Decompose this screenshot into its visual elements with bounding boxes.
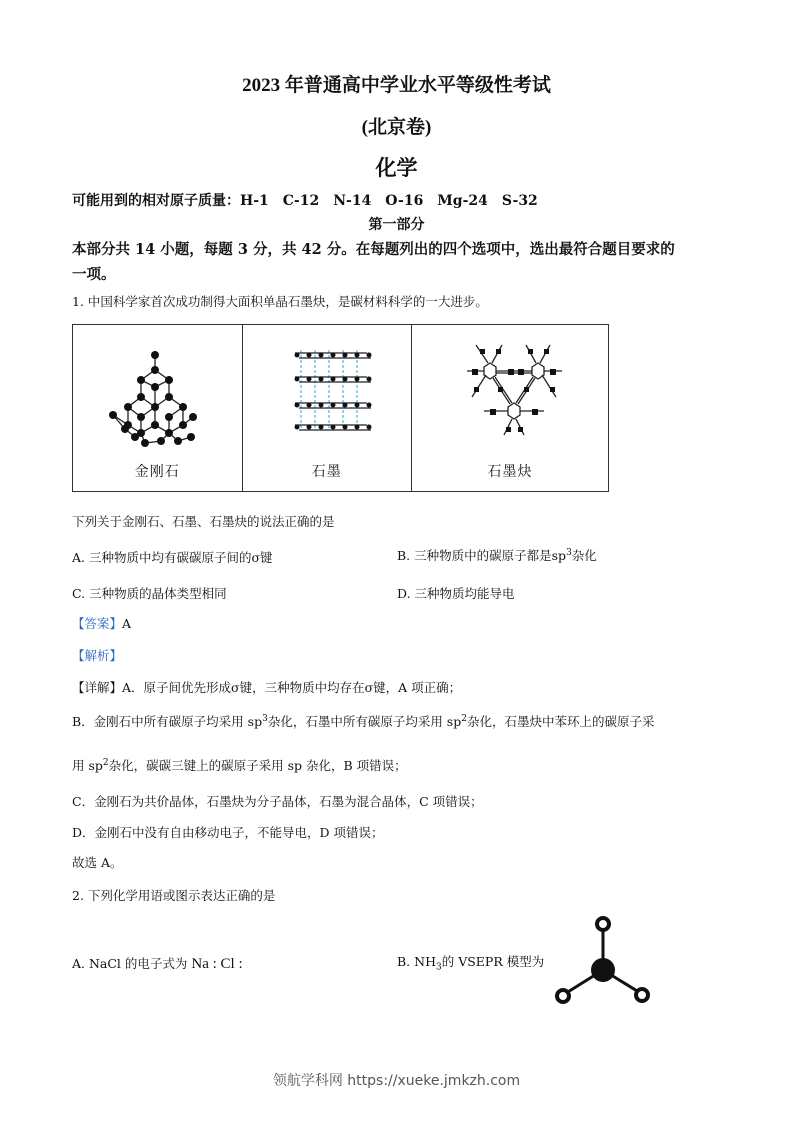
q1-detail-d: D．金刚石中没有自由移动电子，不能导电，D 项错误； <box>72 825 384 840</box>
detail-a-text: A．原子间优先形成σ键，三种物质中均存在σ键，A 项正确； <box>122 680 462 695</box>
part-title: 第一部分 <box>368 217 425 233</box>
graphyne-panel <box>412 325 608 491</box>
graphyne-caption: 石墨炔 <box>487 464 533 480</box>
q2-stem: 2. 下列化学用语或图示表达正确的是 <box>72 888 276 903</box>
q1-detail-b-line2 <box>72 756 407 774</box>
q1-detail-c: C．金刚石为共价晶体，石墨炔为分子晶体，石墨为混合晶体，C 项错误； <box>72 794 483 809</box>
q1-conclusion: 故选 A。 <box>72 855 123 870</box>
q1-option-a: A. 三种物质中均有碳碳原子间的σ键 <box>72 550 273 565</box>
footer-watermark: 领航学科网 https://xueke.jmkzh.com <box>272 1073 521 1089</box>
q2-option-b <box>397 952 544 973</box>
graphite-caption: 石墨 <box>311 464 342 480</box>
detail-b1-part3: 杂化，石墨炔中苯环上的碳原子采 <box>466 714 655 729</box>
detail-b1-part1: B．金刚石中所有碳原子均采用 sp <box>72 714 263 729</box>
exam-subtitle: (北京卷) <box>361 117 432 138</box>
q2-option-a-text: A. NaCl 的电子式为 <box>72 956 188 971</box>
subject-title: 化学 <box>375 156 418 180</box>
detail-b2-part1: 用 sp <box>72 758 103 773</box>
graphyne-structure-image <box>412 325 608 445</box>
q2-option-b-end: 的 VSEPR 模型为 <box>441 954 545 969</box>
detail-b2-part2: 杂化，碳碳三键上的碳原子采用 sp 杂化，B 项错误； <box>108 758 407 773</box>
vsepr-model-image <box>548 910 658 1010</box>
detail-b1-sup1: 3 <box>262 713 268 724</box>
q1-option-b-sup: 3 <box>566 547 572 558</box>
q2-option-b-text: B. NH <box>397 954 436 969</box>
q1-option-c: C. 三种物质的晶体类型相同 <box>72 586 227 601</box>
q2-option-a <box>72 954 243 973</box>
diamond-structure-image <box>73 325 241 455</box>
diamond-caption: 金刚石 <box>134 464 180 480</box>
part-intro-line1: 本部分共 14 小题，每题 3 分，共 42 分。在每题列出的四个选项中，选出最符合题目要求的 <box>72 241 675 258</box>
q1-figure <box>72 324 609 492</box>
q1-stem: 1. 中国科学家首次成功制得大面积单晶石墨炔，是碳材料科学的一大进步。 <box>72 294 488 309</box>
graphite-panel <box>243 325 413 491</box>
detail-label: 【详解】 <box>72 680 123 695</box>
q1-answer <box>72 614 131 632</box>
diamond-panel <box>73 325 243 491</box>
detail-b2-sup: 2 <box>102 757 109 768</box>
analysis-label: 【解析】 <box>72 648 123 663</box>
q1-prompt: 下列关于金刚石、石墨、石墨炔的说法正确的是 <box>72 514 335 529</box>
q1-detail-b-line1 <box>72 712 654 730</box>
nacl-electron-formula: Na : Cl : <box>191 956 243 972</box>
part-intro-line2: 一项。 <box>72 266 116 283</box>
q1-option-d: D. 三种物质均能导电 <box>397 586 515 601</box>
q1-option-b-text: B. 三种物质中的碳原子都是sp <box>397 548 567 563</box>
detail-b1-sup2: 2 <box>461 713 467 724</box>
q1-option-b-end: 杂化 <box>571 548 597 563</box>
atomic-masses: 可能用到的相对原子质量：H-1 C-12 N-14 O-16 Mg-24 S-32 <box>72 193 538 209</box>
answer-value: A <box>122 616 132 631</box>
q2-option-b-sub: 3 <box>435 962 442 973</box>
q1-option-b <box>397 546 597 564</box>
exam-title: 2023 年普通高中学业水平等级性考试 <box>242 75 551 96</box>
graphite-structure-image <box>243 325 411 445</box>
q1-detail-a <box>72 678 461 696</box>
answer-label: 【答案】 <box>72 616 123 631</box>
detail-b1-part2: 杂化，石墨中所有碳原子均采用 sp <box>267 714 462 729</box>
